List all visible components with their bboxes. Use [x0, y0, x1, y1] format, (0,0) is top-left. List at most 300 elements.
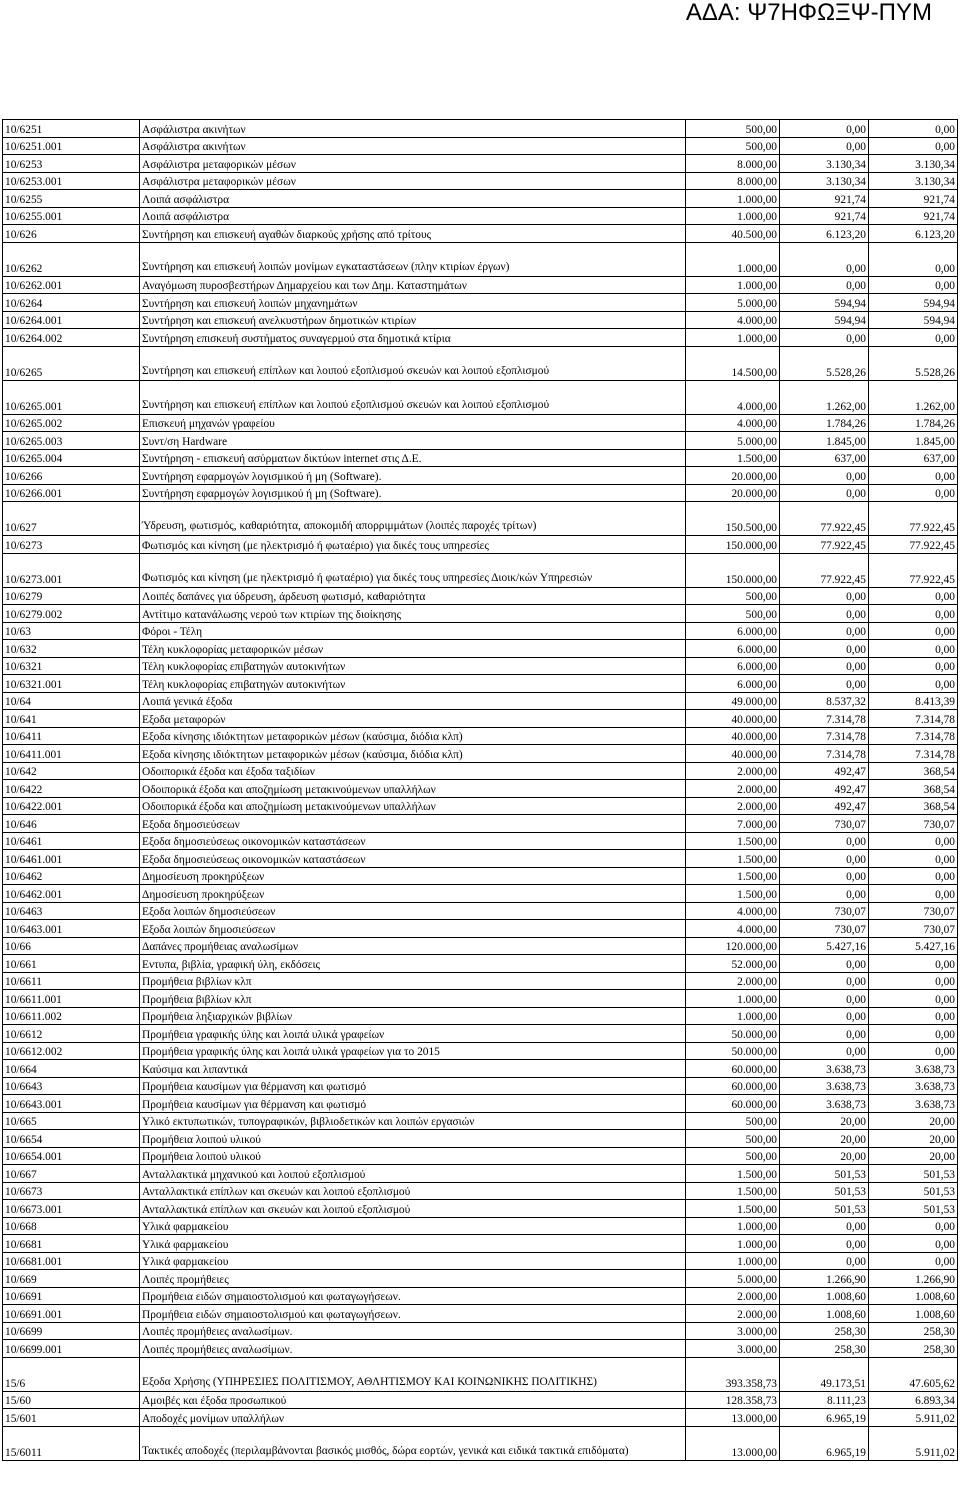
budgeted-amount: 40.000,00	[686, 727, 780, 745]
budgeted-amount: 1.000,00	[686, 276, 780, 294]
paid-amount: 7.314,78	[869, 710, 958, 728]
committed-amount: 0,00	[780, 467, 869, 485]
account-description: Εξοδα κίνησης ιδιόκτητων μεταφορικών μέσων (καύσιμα, διόδια κλπ)	[140, 727, 686, 745]
paid-amount: 0,00	[869, 1217, 958, 1235]
ada-header: ΑΔΑ: Ψ7ΗΦΩΞΨ-ΠΥΜ	[685, 0, 932, 26]
paid-amount: 3.130,34	[869, 155, 958, 173]
account-code: 10/6253	[3, 155, 140, 173]
committed-amount: 730,07	[780, 815, 869, 833]
budgeted-amount: 128.358,73	[686, 1391, 780, 1409]
table-row	[3, 762, 958, 780]
committed-amount: 7.314,78	[780, 745, 869, 763]
table-row	[3, 797, 958, 815]
paid-amount: 20,00	[869, 1147, 958, 1165]
account-description: Προμήθεια βιβλίων κλπ	[140, 972, 686, 990]
committed-amount: 0,00	[780, 1007, 869, 1025]
budgeted-amount: 60.000,00	[686, 1095, 780, 1113]
paid-amount: 1.784,26	[869, 414, 958, 432]
committed-amount: 0,00	[780, 657, 869, 675]
budgeted-amount: 40.000,00	[686, 745, 780, 763]
budgeted-amount: 1.500,00	[686, 885, 780, 903]
account-description: Ασφάλιστρα μεταφορικών μέσων	[140, 155, 686, 173]
table-row	[3, 414, 958, 432]
account-code: 10/667	[3, 1165, 140, 1183]
table-row	[3, 380, 958, 414]
paid-amount: 1.262,00	[869, 380, 958, 414]
paid-amount: 501,53	[869, 1182, 958, 1200]
paid-amount: 47.605,62	[869, 1357, 958, 1391]
committed-amount: 20,00	[780, 1147, 869, 1165]
account-code: 10/6611.002	[3, 1007, 140, 1025]
paid-amount: 0,00	[869, 832, 958, 850]
account-code: 10/6461	[3, 832, 140, 850]
table-row	[3, 1270, 958, 1288]
table-row	[3, 155, 958, 173]
table-row	[3, 346, 958, 380]
budgeted-amount: 1.000,00	[686, 1217, 780, 1235]
table-row	[3, 294, 958, 312]
account-description: Ανταλλακτικά επίπλων και σκευών και λοιπού εξοπλισμού	[140, 1200, 686, 1218]
budgeted-amount: 13.000,00	[686, 1426, 780, 1460]
committed-amount: 594,94	[780, 294, 869, 312]
account-code: 10/6264.001	[3, 311, 140, 329]
budgeted-amount: 20.000,00	[686, 484, 780, 502]
budgeted-amount: 20.000,00	[686, 467, 780, 485]
table-row	[3, 710, 958, 728]
account-description: Προμήθεια ειδών σημαιοστολισμού και φωταγωγήσεων.	[140, 1287, 686, 1305]
account-code: 10/66	[3, 937, 140, 955]
committed-amount: 1.008,60	[780, 1287, 869, 1305]
committed-amount: 8.537,32	[780, 692, 869, 710]
account-code: 10/6611	[3, 972, 140, 990]
committed-amount: 1.845,00	[780, 432, 869, 450]
budgeted-amount: 500,00	[686, 1130, 780, 1148]
committed-amount: 1.008,60	[780, 1305, 869, 1323]
account-code: 10/6265	[3, 346, 140, 380]
committed-amount: 0,00	[780, 955, 869, 973]
account-description: Αποδοχές μονίμων υπαλλήλων	[140, 1409, 686, 1427]
account-code: 10/6262.001	[3, 276, 140, 294]
budgeted-amount: 1.000,00	[686, 1007, 780, 1025]
account-description: Προμήθεια γραφικής ύλης και λοιπά υλικά γραφείων	[140, 1025, 686, 1043]
table-row	[3, 1130, 958, 1148]
table-row	[3, 1217, 958, 1235]
budgeted-amount: 500,00	[686, 120, 780, 138]
account-code: 10/6462.001	[3, 885, 140, 903]
budgeted-amount: 3.000,00	[686, 1340, 780, 1358]
committed-amount: 0,00	[780, 972, 869, 990]
table-row	[3, 553, 958, 587]
account-code: 15/601	[3, 1409, 140, 1427]
budgeted-amount: 500,00	[686, 137, 780, 155]
committed-amount: 1.262,00	[780, 380, 869, 414]
table-row	[3, 536, 958, 554]
account-description: Συντήρηση και επισκευή λοιπών μηχανημάτων	[140, 294, 686, 312]
table-row	[3, 1095, 958, 1113]
budgeted-amount: 1.000,00	[686, 1235, 780, 1253]
budgeted-amount: 60.000,00	[686, 1077, 780, 1095]
account-description: Προμήθεια καυσίμων για θέρμανση και φωτισμό	[140, 1077, 686, 1095]
account-code: 10/661	[3, 955, 140, 973]
committed-amount: 0,00	[780, 1252, 869, 1270]
paid-amount: 77.922,45	[869, 536, 958, 554]
paid-amount: 5.911,02	[869, 1426, 958, 1460]
paid-amount: 5.427,16	[869, 937, 958, 955]
table-row	[3, 832, 958, 850]
account-description: Οδοιπορικά έξοδα και αποζημίωση μετακινούμενων υπαλλήλων	[140, 797, 686, 815]
account-code: 10/6691	[3, 1287, 140, 1305]
account-description: Συντήρηση εφαρμογών λογισμικού ή μη (Software).	[140, 467, 686, 485]
table-row	[3, 920, 958, 938]
committed-amount: 492,47	[780, 762, 869, 780]
account-code: 10/6273.001	[3, 553, 140, 587]
account-code: 10/6462	[3, 867, 140, 885]
account-description: Λοιπές προμήθειες αναλωσίμων.	[140, 1322, 686, 1340]
budgeted-amount: 4.000,00	[686, 902, 780, 920]
table-row	[3, 1287, 958, 1305]
committed-amount: 0,00	[780, 137, 869, 155]
account-description: Αντίτιμο κατανάλωσης νερού των κτιρίων της διοίκησης	[140, 605, 686, 623]
budgeted-amount: 6.000,00	[686, 622, 780, 640]
account-description: Συντ/ση Hardware	[140, 432, 686, 450]
table-row	[3, 1165, 958, 1183]
budgeted-amount: 500,00	[686, 1112, 780, 1130]
table-row	[3, 972, 958, 990]
account-description: Εξοδα Χρήσης (ΥΠΗΡΕΣΙΕΣ ΠΟΛΙΤΙΣΜΟΥ, ΑΘΛΗΤΙΣΜΟΥ ΚΑΙ ΚΟΙΝΩΝΙΚΗΣ ΠΟΛΙΤΙΚΗΣ)	[140, 1357, 686, 1391]
account-code: 10/6321	[3, 657, 140, 675]
table-row	[3, 902, 958, 920]
account-code: 10/6612.002	[3, 1042, 140, 1060]
paid-amount: 1.845,00	[869, 432, 958, 450]
account-code: 10/626	[3, 225, 140, 243]
account-code: 10/6262	[3, 242, 140, 276]
budgeted-amount: 40.000,00	[686, 710, 780, 728]
table-row	[3, 276, 958, 294]
account-description: Συντήρηση επισκευή συστήματος συναγερμού στα δημοτικά κτίρια	[140, 329, 686, 347]
table-row	[3, 867, 958, 885]
budgeted-amount: 1.000,00	[686, 329, 780, 347]
committed-amount: 0,00	[780, 1042, 869, 1060]
budgeted-amount: 1.500,00	[686, 850, 780, 868]
account-description: Υλικά φαρμακείου	[140, 1217, 686, 1235]
account-description: Λοιπά ασφάλιστρα	[140, 207, 686, 225]
table-row	[3, 1200, 958, 1218]
paid-amount: 0,00	[869, 137, 958, 155]
committed-amount: 258,30	[780, 1340, 869, 1358]
account-code: 10/6251.001	[3, 137, 140, 155]
committed-amount: 0,00	[780, 242, 869, 276]
account-description: Υλικά φαρμακείου	[140, 1252, 686, 1270]
committed-amount: 0,00	[780, 640, 869, 658]
budgeted-amount: 5.000,00	[686, 432, 780, 450]
committed-amount: 0,00	[780, 622, 869, 640]
table-row	[3, 745, 958, 763]
budgeted-amount: 6.000,00	[686, 640, 780, 658]
account-code: 10/641	[3, 710, 140, 728]
account-description: Προμήθεια ληξιαρχικών βιβλίων	[140, 1007, 686, 1025]
paid-amount: 594,94	[869, 311, 958, 329]
account-description: Δαπάνες προμήθειας αναλωσίμων	[140, 937, 686, 955]
account-code: 10/6612	[3, 1025, 140, 1043]
paid-amount: 77.922,45	[869, 553, 958, 587]
paid-amount: 0,00	[869, 1007, 958, 1025]
budgeted-amount: 1.000,00	[686, 1252, 780, 1270]
committed-amount: 730,07	[780, 902, 869, 920]
account-code: 10/6411	[3, 727, 140, 745]
table-row	[3, 640, 958, 658]
account-description: Συντήρηση και επισκευή αγαθών διαρκούς χρήσης από τρίτους	[140, 225, 686, 243]
account-description: Ανταλλακτικά επίπλων και σκευών και λοιπού εξοπλισμού	[140, 1182, 686, 1200]
account-description: Δημοσίευση προκηρύξεων	[140, 885, 686, 903]
account-code: 10/669	[3, 1270, 140, 1288]
table-row	[3, 1112, 958, 1130]
account-code: 10/6691.001	[3, 1305, 140, 1323]
paid-amount: 0,00	[869, 640, 958, 658]
budgeted-amount: 60.000,00	[686, 1060, 780, 1078]
paid-amount: 3.638,73	[869, 1077, 958, 1095]
paid-amount: 501,53	[869, 1165, 958, 1183]
budgeted-amount: 6.000,00	[686, 675, 780, 693]
account-code: 10/6265.001	[3, 380, 140, 414]
committed-amount: 49.173,51	[780, 1357, 869, 1391]
paid-amount: 0,00	[869, 1025, 958, 1043]
budgeted-amount: 2.000,00	[686, 1287, 780, 1305]
paid-amount: 1.266,90	[869, 1270, 958, 1288]
account-description: Αμοιβές και έξοδα προσωπικού	[140, 1391, 686, 1409]
paid-amount: 0,00	[869, 955, 958, 973]
account-description: Ανταλλακτικά μηχανικού και λοιπού εξοπλισμού	[140, 1165, 686, 1183]
committed-amount: 0,00	[780, 990, 869, 1008]
account-description: Λοιπές δαπάνες για ύδρευση, άρδευση φωτισμό, καθαριότητα	[140, 587, 686, 605]
budgeted-amount: 2.000,00	[686, 762, 780, 780]
account-code: 10/6266	[3, 467, 140, 485]
budgeted-amount: 7.000,00	[686, 815, 780, 833]
paid-amount: 3.130,34	[869, 172, 958, 190]
paid-amount: 0,00	[869, 867, 958, 885]
table-row	[3, 484, 958, 502]
account-code: 10/6266.001	[3, 484, 140, 502]
paid-amount: 0,00	[869, 990, 958, 1008]
account-code: 15/6011	[3, 1426, 140, 1460]
account-code: 10/6265.004	[3, 449, 140, 467]
budgeted-amount: 8.000,00	[686, 172, 780, 190]
paid-amount: 0,00	[869, 484, 958, 502]
account-description: Συντήρηση και επισκευή επίπλων και λοιπού εξοπλισμού σκευών και λοιπού εξοπλισμού	[140, 380, 686, 414]
table-row	[3, 850, 958, 868]
paid-amount: 0,00	[869, 622, 958, 640]
account-description: Επισκευή μηχανών γραφείου	[140, 414, 686, 432]
paid-amount: 0,00	[869, 850, 958, 868]
table-row	[3, 605, 958, 623]
committed-amount: 1.784,26	[780, 414, 869, 432]
account-description: Εξοδα μεταφορών	[140, 710, 686, 728]
budgeted-amount: 2.000,00	[686, 797, 780, 815]
table-row	[3, 657, 958, 675]
paid-amount: 368,54	[869, 797, 958, 815]
paid-amount: 6.123,20	[869, 225, 958, 243]
table-row	[3, 1391, 958, 1409]
account-description: Τέλη κυκλοφορίας επιβατηγών αυτοκινήτων	[140, 675, 686, 693]
budgeted-amount: 1.500,00	[686, 449, 780, 467]
paid-amount: 0,00	[869, 120, 958, 138]
table-row	[3, 937, 958, 955]
budgeted-amount: 1.500,00	[686, 1165, 780, 1183]
paid-amount: 0,00	[869, 885, 958, 903]
table-row	[3, 207, 958, 225]
budgeted-amount: 13.000,00	[686, 1409, 780, 1427]
account-code: 10/6699.001	[3, 1340, 140, 1358]
committed-amount: 0,00	[780, 587, 869, 605]
budgeted-amount: 4.000,00	[686, 414, 780, 432]
paid-amount: 730,07	[869, 920, 958, 938]
committed-amount: 6.123,20	[780, 225, 869, 243]
committed-amount: 501,53	[780, 1200, 869, 1218]
account-description: Προμήθεια λοιπού υλικού	[140, 1130, 686, 1148]
paid-amount: 258,30	[869, 1322, 958, 1340]
paid-amount: 0,00	[869, 1042, 958, 1060]
committed-amount: 501,53	[780, 1165, 869, 1183]
table-row	[3, 955, 958, 973]
budgeted-amount: 1.000,00	[686, 242, 780, 276]
paid-amount: 5.911,02	[869, 1409, 958, 1427]
budgeted-amount: 5.000,00	[686, 1270, 780, 1288]
account-description: Συντήρηση εφαρμογών λογισμικού ή μη (Software).	[140, 484, 686, 502]
table-row	[3, 1322, 958, 1340]
paid-amount: 0,00	[869, 657, 958, 675]
committed-amount: 0,00	[780, 1025, 869, 1043]
account-code: 15/6	[3, 1357, 140, 1391]
committed-amount: 0,00	[780, 1235, 869, 1253]
account-code: 10/6255.001	[3, 207, 140, 225]
budgeted-amount: 393.358,73	[686, 1357, 780, 1391]
paid-amount: 501,53	[869, 1200, 958, 1218]
paid-amount: 258,30	[869, 1340, 958, 1358]
paid-amount: 0,00	[869, 1252, 958, 1270]
table-row	[3, 432, 958, 450]
account-code: 10/6654.001	[3, 1147, 140, 1165]
account-description: Καύσιμα και λιπαντικά	[140, 1060, 686, 1078]
committed-amount: 637,00	[780, 449, 869, 467]
account-code: 10/64	[3, 692, 140, 710]
account-description: Οδοιπορικά έξοδα και αποζημίωση μετακινούμενων υπαλλήλων	[140, 780, 686, 798]
account-description: Λοιπά γενικά έξοδα	[140, 692, 686, 710]
paid-amount: 0,00	[869, 1235, 958, 1253]
committed-amount: 3.130,34	[780, 172, 869, 190]
committed-amount: 7.314,78	[780, 727, 869, 745]
table-row	[3, 622, 958, 640]
account-description: Προμήθεια ειδών σημαιοστολισμού και φωταγωγήσεων.	[140, 1305, 686, 1323]
table-row	[3, 1252, 958, 1270]
table-row	[3, 1357, 958, 1391]
account-description: Ασφάλιστρα ακινήτων	[140, 137, 686, 155]
account-description: Τακτικές αποδοχές (περιλαμβάνονται βασικός μισθός, δώρα εορτών, γενικά και ειδικά τακτικά επιδόματα)	[140, 1426, 686, 1460]
committed-amount: 5.427,16	[780, 937, 869, 955]
account-description: Ασφάλιστρα μεταφορικών μέσων	[140, 172, 686, 190]
table-row	[3, 727, 958, 745]
committed-amount: 7.314,78	[780, 710, 869, 728]
committed-amount: 0,00	[780, 885, 869, 903]
paid-amount: 0,00	[869, 587, 958, 605]
account-description: Αναγόμωση πυροσβεστήρων Δημαρχείου και των Δημ. Καταστημάτων	[140, 276, 686, 294]
budgeted-amount: 150.000,00	[686, 536, 780, 554]
account-description: Υλικό εκτυπωτικών, τυπογραφικών, βιβλιοδετικών και λοιπών εργασιών	[140, 1112, 686, 1130]
committed-amount: 77.922,45	[780, 553, 869, 587]
account-code: 10/6273	[3, 536, 140, 554]
account-code: 10/6251	[3, 120, 140, 138]
account-code: 10/646	[3, 815, 140, 833]
budgeted-amount: 4.000,00	[686, 920, 780, 938]
table-row	[3, 1042, 958, 1060]
committed-amount: 0,00	[780, 276, 869, 294]
account-code: 10/6265.003	[3, 432, 140, 450]
account-code: 10/6422	[3, 780, 140, 798]
committed-amount: 0,00	[780, 605, 869, 623]
budgeted-amount: 2.000,00	[686, 972, 780, 990]
account-code: 10/664	[3, 1060, 140, 1078]
account-description: Εξοδα κίνησης ιδιόκτητων μεταφορικών μέσων (καύσιμα, διόδια κλπ)	[140, 745, 686, 763]
paid-amount: 5.528,26	[869, 346, 958, 380]
account-description: Συντήρηση και επισκευή ανελκυστήρων δημοτικών κτιρίων	[140, 311, 686, 329]
table-row	[3, 1426, 958, 1460]
account-code: 10/6422.001	[3, 797, 140, 815]
account-code: 10/6265.002	[3, 414, 140, 432]
table-row	[3, 1235, 958, 1253]
budgeted-amount: 1.000,00	[686, 207, 780, 225]
budgeted-amount: 52.000,00	[686, 955, 780, 973]
budgeted-amount: 2.000,00	[686, 1305, 780, 1323]
committed-amount: 3.638,73	[780, 1095, 869, 1113]
table-row	[3, 675, 958, 693]
table-row	[3, 137, 958, 155]
paid-amount: 0,00	[869, 329, 958, 347]
account-code: 10/63	[3, 622, 140, 640]
paid-amount: 0,00	[869, 972, 958, 990]
paid-amount: 20,00	[869, 1130, 958, 1148]
account-description: Δημοσίευση προκηρύξεων	[140, 867, 686, 885]
committed-amount: 0,00	[780, 1217, 869, 1235]
table-row	[3, 502, 958, 536]
account-code: 10/665	[3, 1112, 140, 1130]
budgeted-amount: 40.500,00	[686, 225, 780, 243]
table-row	[3, 1025, 958, 1043]
table-row	[3, 467, 958, 485]
table-row	[3, 1182, 958, 1200]
paid-amount: 3.638,73	[869, 1060, 958, 1078]
table-row	[3, 1305, 958, 1323]
budgeted-amount: 3.000,00	[686, 1322, 780, 1340]
table-row	[3, 1340, 958, 1358]
committed-amount: 3.638,73	[780, 1060, 869, 1078]
account-code: 10/6673.001	[3, 1200, 140, 1218]
paid-amount: 8.413,39	[869, 692, 958, 710]
committed-amount: 8.111,23	[780, 1391, 869, 1409]
committed-amount: 492,47	[780, 797, 869, 815]
account-code: 10/6673	[3, 1182, 140, 1200]
committed-amount: 1.266,90	[780, 1270, 869, 1288]
account-description: Προμήθεια καυσίμων για θέρμανση και φωτισμό	[140, 1095, 686, 1113]
budgeted-amount: 50.000,00	[686, 1025, 780, 1043]
paid-amount: 730,07	[869, 902, 958, 920]
account-code: 10/6461.001	[3, 850, 140, 868]
table-row	[3, 172, 958, 190]
committed-amount: 0,00	[780, 867, 869, 885]
table-row	[3, 1077, 958, 1095]
budgeted-amount: 4.000,00	[686, 311, 780, 329]
account-code: 10/632	[3, 640, 140, 658]
budgeted-amount: 6.000,00	[686, 657, 780, 675]
account-description: Υλικά φαρμακείου	[140, 1235, 686, 1253]
table-row	[3, 242, 958, 276]
